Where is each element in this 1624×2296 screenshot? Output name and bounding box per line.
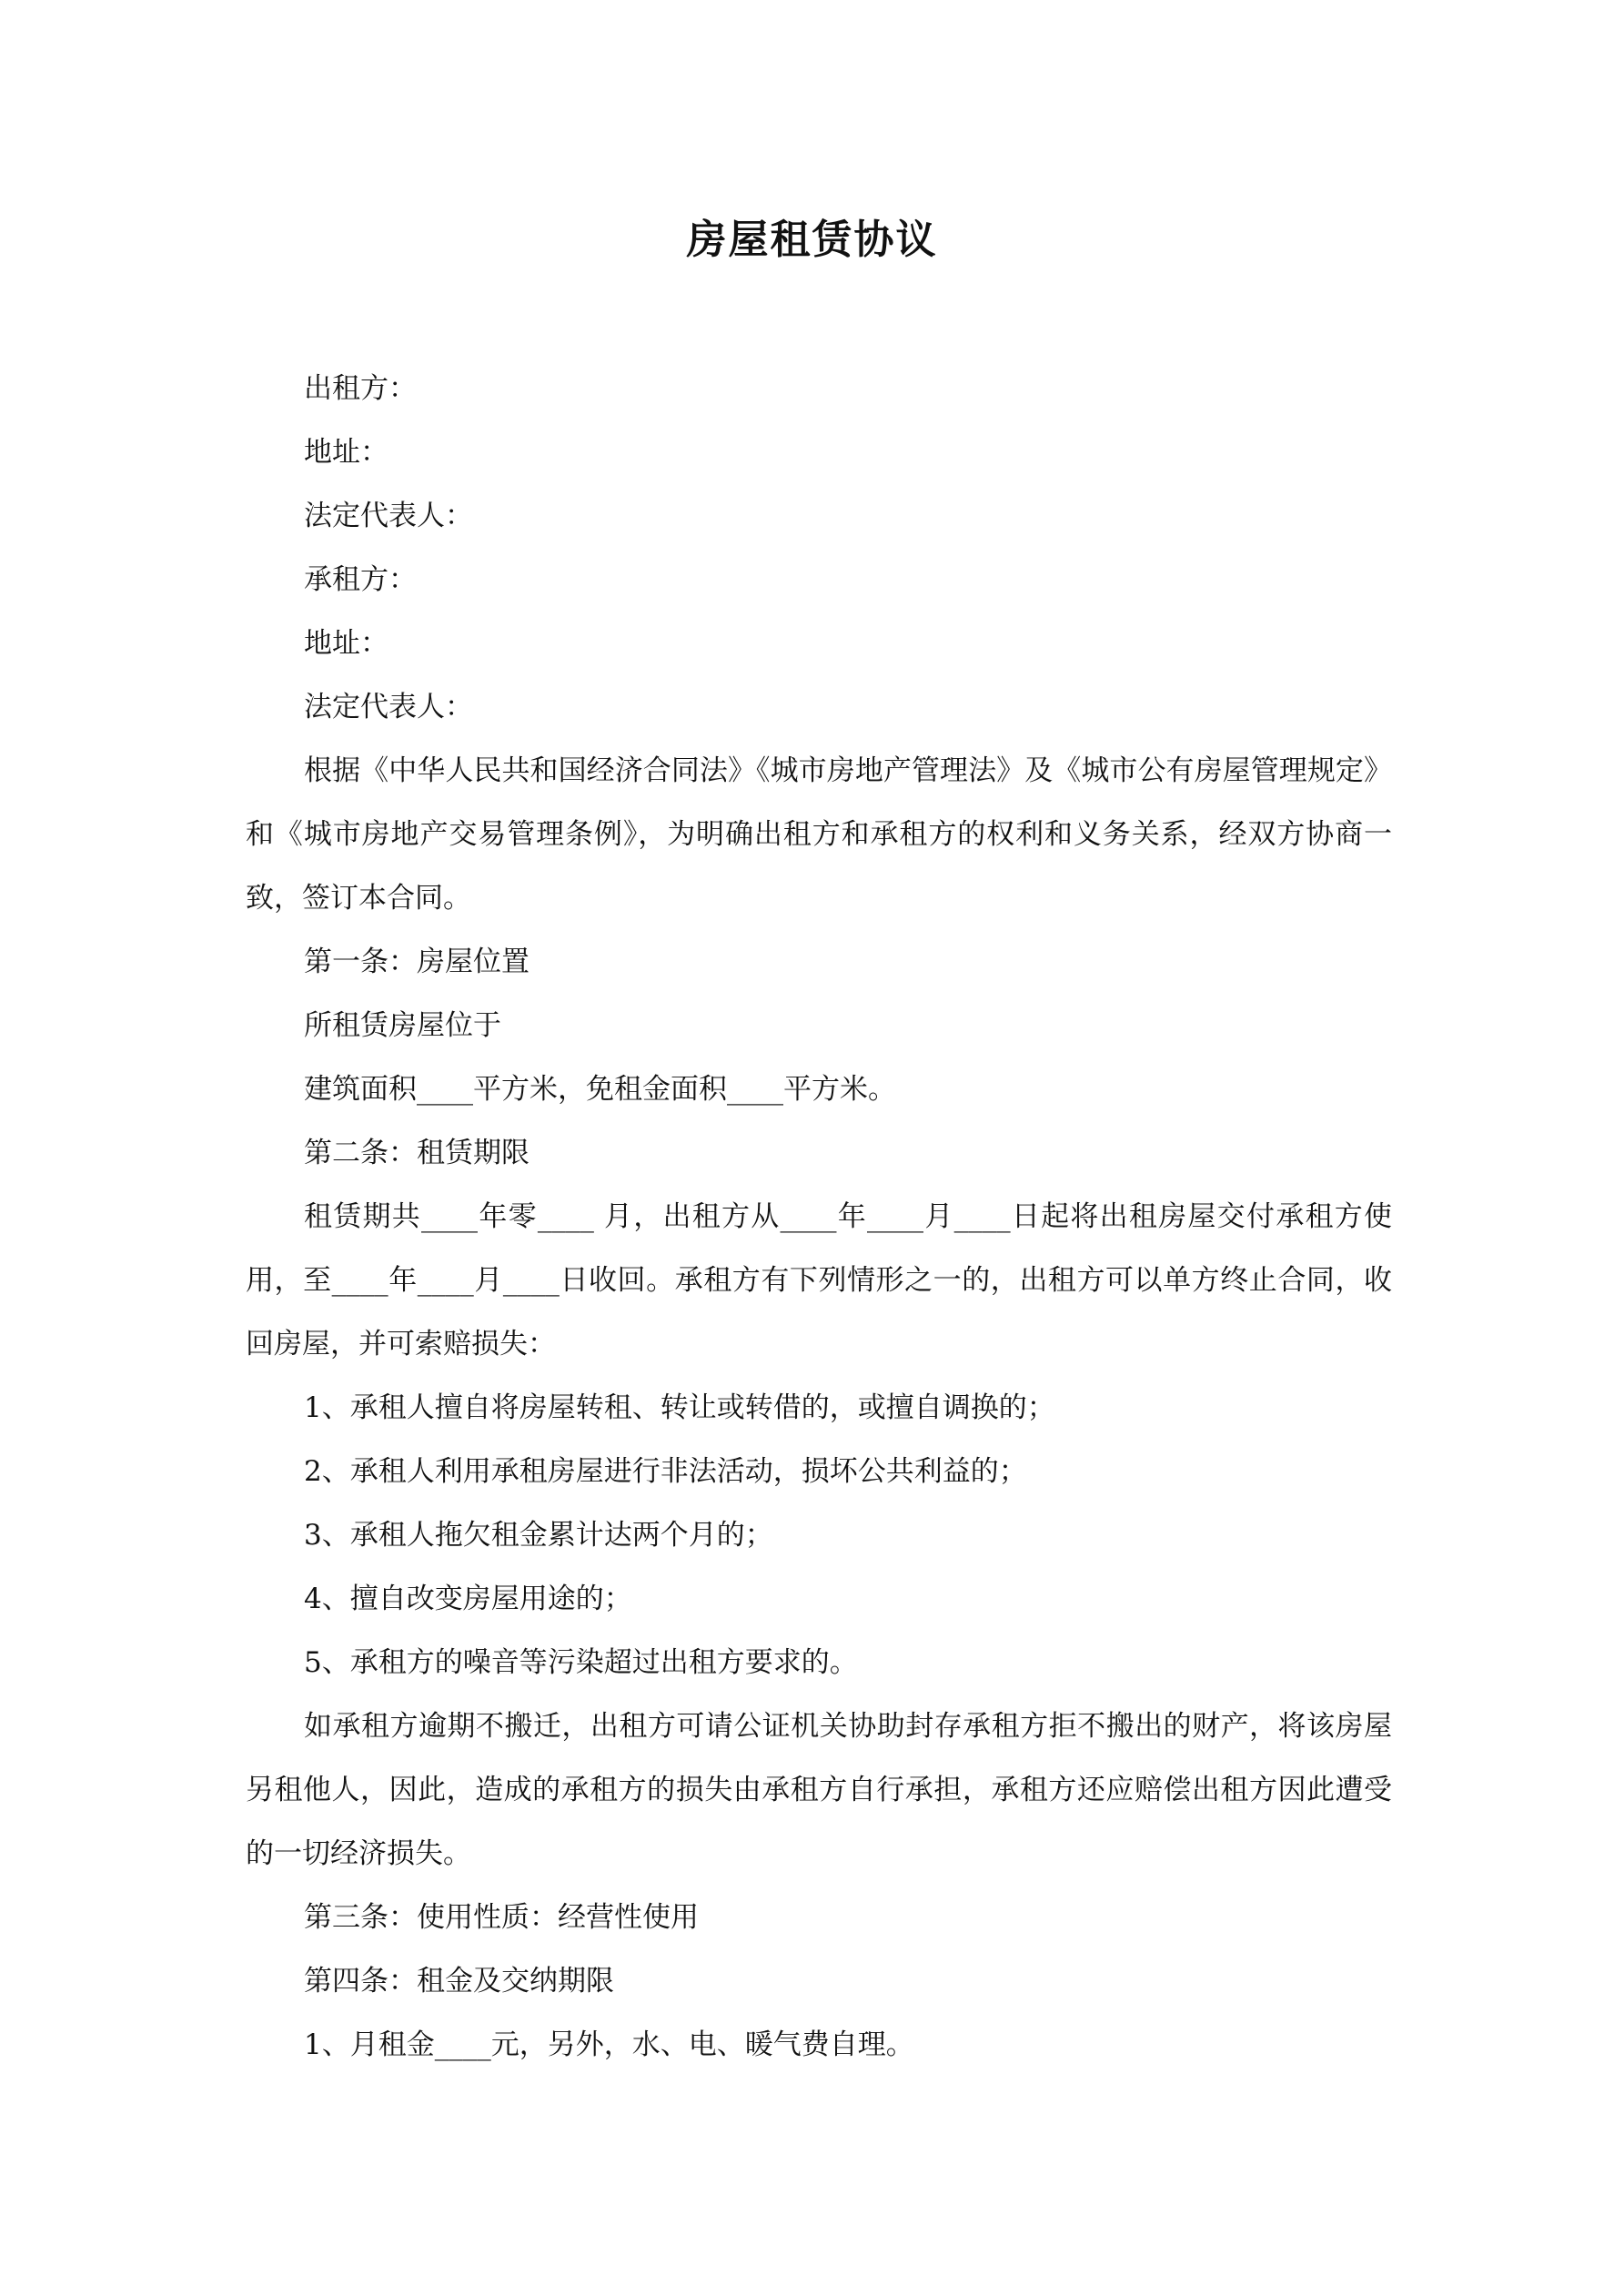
document-title: 房屋租赁协议 <box>686 217 938 263</box>
termination-item-5: 5、承租方的噪音等污染超过出租方要求的。 <box>304 1646 858 1679</box>
termination-item-4: 4、擅自改变房屋用途的； <box>304 1583 632 1615</box>
lessee-representative-line: 法定代表人： <box>304 691 473 723</box>
property-area-line: 建筑面积____平方米，免租金面积____平方米。 <box>304 1073 896 1106</box>
lessor-line: 出租方： <box>304 372 417 405</box>
termination-item-1: 1、承租人擅自将房屋转租、转让或转借的，或擅自调换的； <box>304 1391 1055 1424</box>
termination-item-2: 2、承租人利用承租房屋进行非法活动，损坏公共利益的； <box>304 1455 1027 1488</box>
lease-term-paragraph: 租赁期共____年零____ 月，出租方从____年____月____日起将出租房屋交付承租方使用，至____年____月____日收回。承租方有下列情形之一的，出租方可以单方终止合同，收回房屋，并可索赔损失： <box>246 1200 1392 1360</box>
article-4-heading: 第四条：租金及交纳期限 <box>304 1965 614 1998</box>
termination-item-3: 3、承租人拖欠租金累计达两个月的； <box>304 1519 773 1552</box>
article-3-heading: 第三条：使用性质：经营性使用 <box>304 1901 699 1934</box>
article-1-heading: 第一条：房屋位置 <box>304 946 530 978</box>
lessee-line: 承租方： <box>304 563 417 596</box>
document-body <box>246 357 1392 2077</box>
monthly-rent-line: 1、月租金____元，另外，水、电、暖气费自理。 <box>304 2028 914 2061</box>
article-2-heading: 第二条：租赁期限 <box>304 1137 530 1169</box>
lessor-representative-line: 法定代表人： <box>304 500 473 532</box>
lessee-address-line: 地址： <box>304 627 388 660</box>
preamble-paragraph: 根据《中华人民共和国经济合同法》《城市房地产管理法》及《城市公有房屋管理规定》和《城市房地产交易管理条例》，为明确出租方和承租方的权利和义务关系，经双方协商一致，签订本合同。 <box>246 754 1392 915</box>
overdue-move-out-paragraph: 如承租方逾期不搬迁，出租方可请公证机关协助封存承租方拒不搬出的财产，将该房屋另租他人，因此，造成的承租方的损失由承租方自行承担，承租方还应赔偿出租方因此遭受的一切经济损失。 <box>246 1710 1392 1870</box>
lessor-address-line: 地址： <box>304 436 388 469</box>
property-location-line: 所租赁房屋位于 <box>304 1009 501 1042</box>
